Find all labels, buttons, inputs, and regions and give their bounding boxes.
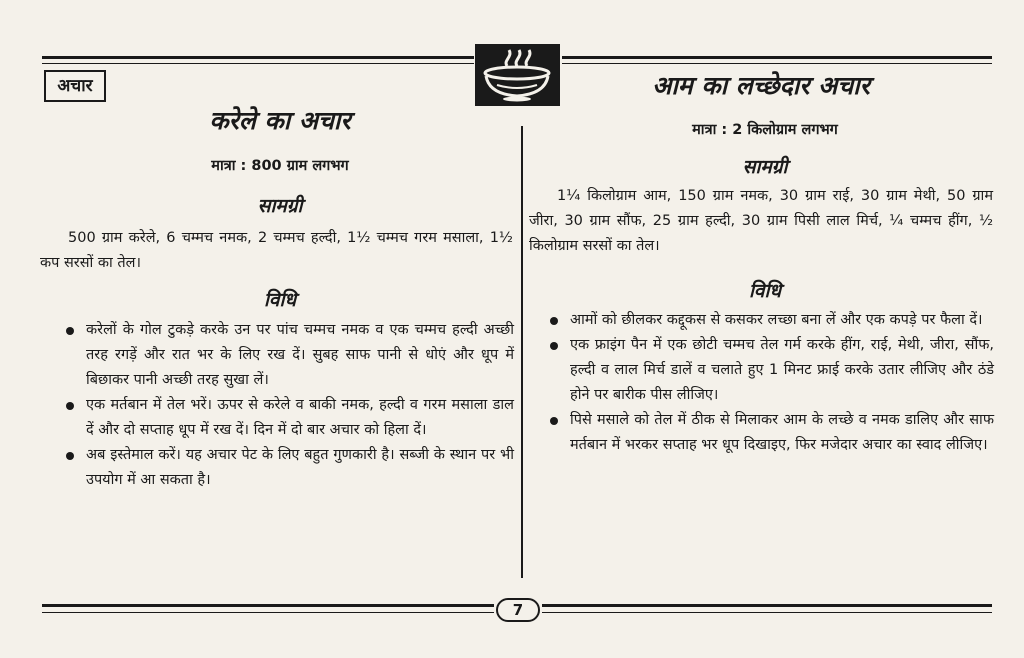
right-step-3: पिसे मसाले को तेल में ठीक से मिलाकर आम के लच्छे व नमक डालिए और साफ मर्तबान में भरकर सप्ताह भर धूप दिखाइए, फिर मजेदार अचार का स्वाद लीजिए। — [548, 408, 994, 458]
soup-bowl-icon — [475, 44, 560, 106]
top-rule-right — [562, 56, 992, 59]
column-divider — [521, 126, 523, 578]
right-recipe-title: आम का लच्छेदार अचार — [652, 71, 870, 100]
right-method-heading: विधि — [748, 280, 782, 302]
right-method-steps — [548, 308, 994, 458]
right-ingredients-text: 1¼ किलोग्राम आम, 150 ग्राम नमक, 30 ग्राम राई, 30 ग्राम मेथी, 50 ग्राम जीरा, 30 ग्राम सौंफ, 25 ग्राम हल्दी, 30 ग्राम पिसी लाल मिर्च, ¼ चम्मच हींग, ½ किलोग्राम सरसों का तेल। — [529, 188, 993, 254]
right-recipe-quantity: मात्रा : 2 किलोग्राम लगभग — [692, 122, 838, 138]
category-tag: अचार — [44, 70, 106, 102]
left-method-steps — [64, 318, 514, 493]
left-recipe-title: करेले का अचार — [209, 106, 351, 135]
bottom-rule-right — [542, 604, 992, 607]
left-method-heading: विधि — [263, 289, 297, 311]
left-step-3: अब इस्तेमाल करें। यह अचार पेट के लिए बहुत गुणकारी है। सब्जी के स्थान पर भी उपयोग में आ सकता है। — [64, 443, 514, 493]
right-step-1: आमों को छीलकर कद्दूकस से कसकर लच्छा बना लें और एक कपड़े पर फैला दें। — [548, 308, 994, 333]
bottom-rule-left-thin — [42, 612, 494, 613]
left-step-2: एक मर्तबान में तेल भरें। ऊपर से करेले व बाकी नमक, हल्दी व गरम मसाला डाल दें और दो सप्ताह धूप में रख दें। दिन में दो बार अचार को हिला दें। — [64, 393, 514, 443]
top-rule-left-thin — [42, 63, 474, 64]
left-step-1: करेलों के गोल टुकड़े करके उन पर पांच चम्मच नमक व एक चम्मच हल्दी अच्छी तरह रगड़ें और रात भर के लिए रख दें। सुबह साफ पानी से धोएं और धूप में बिछाकर पानी अच्छी तरह सुखा लें। — [64, 318, 514, 393]
page-number: 7 — [496, 598, 540, 622]
right-ingredients-heading: सामग्री — [742, 156, 788, 178]
top-rule-left — [42, 56, 474, 59]
left-recipe-quantity: मात्रा : 800 ग्राम लगभग — [211, 158, 349, 174]
right-step-2: एक फ्राइंग पैन में एक छोटी चम्मच तेल गर्म करके हींग, राई, मेथी, जीरा, सौंफ, हल्दी व लाल मिर्च डालें व चलाते हुए 1 मिनट फ्राई करके उतार लीजिए और ठंडे होने पर बारीक पीस लीजिए। — [548, 333, 994, 408]
left-ingredients-heading: सामग्री — [257, 195, 303, 217]
bottom-rule-right-thin — [542, 612, 992, 613]
left-ingredients-text: 500 ग्राम करेले, 6 चम्मच नमक, 2 चम्मच हल्दी, 1½ चम्मच गरम मसाला, 1½ कप सरसों का तेल। — [40, 230, 513, 271]
top-rule-right-thin — [562, 63, 992, 64]
bottom-rule-left — [42, 604, 494, 607]
